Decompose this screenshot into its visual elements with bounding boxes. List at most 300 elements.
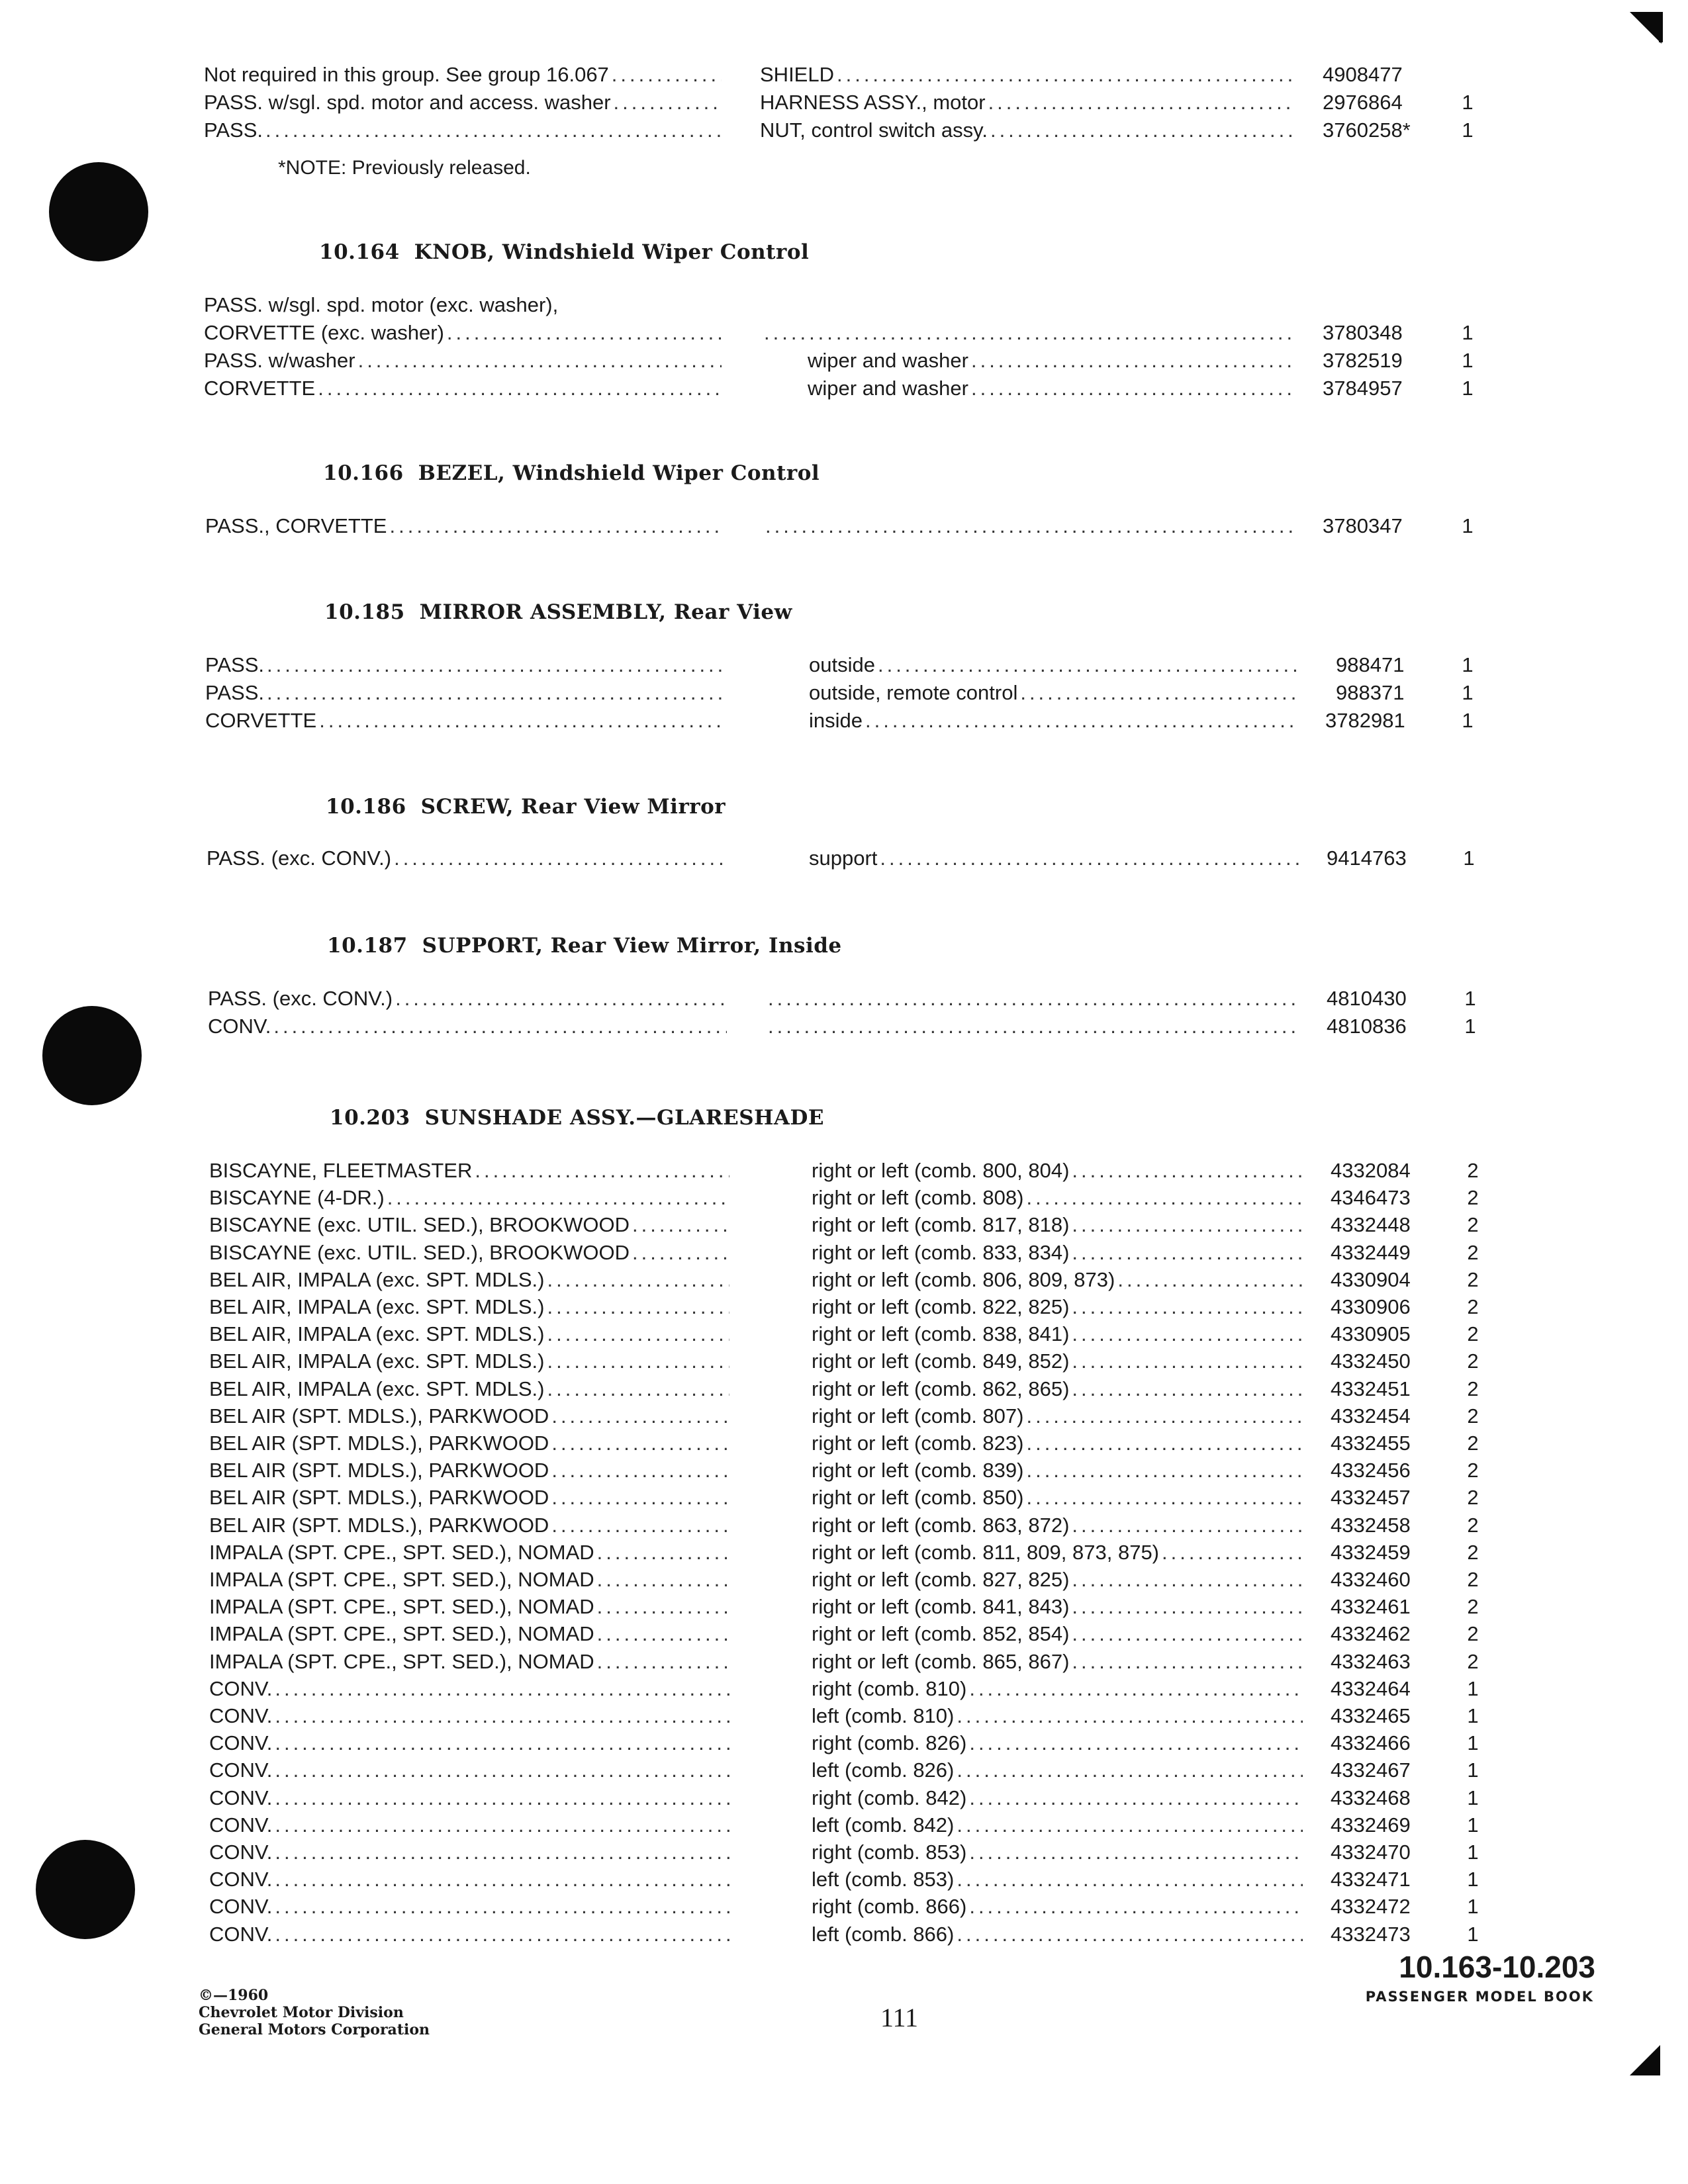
model-text: CONV. <box>209 1677 273 1700</box>
section-number: 10.166 <box>323 461 404 485</box>
description-text: right or left (comb. 806, 809, 873) <box>812 1268 1115 1291</box>
leader-dots <box>275 1839 729 1866</box>
quantity: 2 <box>1467 1650 1479 1673</box>
description-text: right or left (comb. 817, 818) <box>812 1213 1070 1236</box>
section-title: SUNSHADE ASSY.—GLARESHADE <box>424 1106 824 1130</box>
leader-dots <box>957 1702 1303 1730</box>
part-line <box>0 1648 1688 1676</box>
leader-dots <box>971 375 1296 402</box>
section-heading <box>327 932 842 960</box>
leader-dots <box>764 319 1296 347</box>
leader-dots <box>632 1239 729 1267</box>
part-line <box>0 347 1688 375</box>
description-text: wiper and washer <box>808 349 968 372</box>
model-text: PASS. <box>205 653 265 676</box>
leader-dots <box>547 1375 730 1403</box>
leader-dots <box>1117 1266 1303 1294</box>
quantity: 1 <box>1467 1731 1479 1754</box>
leader-dots <box>969 1729 1303 1757</box>
model-text: CONV. <box>208 1015 271 1038</box>
page-range: 10.163-10.203 <box>1399 1950 1595 1984</box>
part-line <box>0 1839 1688 1866</box>
part-line <box>0 1430 1688 1457</box>
part-line <box>0 1702 1688 1730</box>
model-text: CONV. <box>209 1923 273 1946</box>
model-text: CONV. <box>209 1841 273 1864</box>
leader-dots <box>1072 1593 1303 1621</box>
model-text: BISCAYNE (4-DR.) <box>209 1186 385 1209</box>
leader-dots <box>969 1839 1303 1866</box>
model-text: Not required in this group. See group 16.067 <box>204 63 609 86</box>
model-text: PASS., CORVETTE <box>205 514 387 537</box>
quantity: 2 <box>1467 1377 1479 1400</box>
part-line <box>0 1566 1688 1594</box>
part-number: 4332467 <box>1331 1758 1411 1782</box>
leader-dots <box>768 985 1300 1013</box>
copyright: ©—1960 <box>199 1987 269 2004</box>
leader-dots <box>969 1675 1303 1703</box>
leader-dots <box>547 1320 730 1348</box>
model-text: CONV. <box>209 1895 273 1918</box>
description-text: right (comb. 853) <box>812 1841 967 1864</box>
part-number: 4332466 <box>1331 1731 1411 1754</box>
part-number: 4346473 <box>1331 1186 1411 1209</box>
section-title: KNOB, Windshield Wiper Control <box>414 240 810 264</box>
description-text: left (comb. 826) <box>812 1758 955 1782</box>
part-line <box>0 651 1688 679</box>
part-line <box>0 1347 1688 1375</box>
leader-dots <box>1072 1157 1303 1185</box>
model-text: CORVETTE (exc. washer) <box>204 321 444 344</box>
part-line <box>0 1484 1688 1512</box>
part-number: 4332465 <box>1331 1704 1411 1727</box>
leader-dots <box>395 985 727 1013</box>
quantity: 1 <box>1467 1786 1479 1809</box>
section-number: 10.187 <box>327 934 408 958</box>
leader-dots <box>275 1756 729 1784</box>
leader-dots <box>1020 679 1297 707</box>
description-text: right or left (comb. 865, 867) <box>812 1650 1070 1673</box>
section-number: 10.186 <box>326 795 406 819</box>
model-text: BEL AIR (SPT. MDLS.), PARKWOOD <box>209 1404 549 1428</box>
description-text: SHIELD <box>760 63 834 86</box>
description-text: left (comb. 866) <box>812 1923 955 1946</box>
section-title: SCREW, Rear View Mirror <box>420 795 726 819</box>
model-text: CONV. <box>209 1704 273 1727</box>
quantity: 1 <box>1464 1015 1476 1038</box>
model-text: BEL AIR, IMPALA (exc. SPT. MDLS.) <box>209 1295 545 1318</box>
quantity: 1 <box>1462 118 1474 142</box>
section-number: 10.185 <box>324 600 405 624</box>
leader-dots <box>1072 1648 1303 1676</box>
quantity: 2 <box>1467 1595 1479 1618</box>
quantity: 2 <box>1467 1541 1479 1564</box>
book-name: PASSENGER MODEL BOOK <box>1365 1989 1594 2005</box>
part-number: 4810836 <box>1327 1015 1407 1038</box>
model-text: CONV. <box>209 1813 273 1837</box>
part-line <box>0 1866 1688 1893</box>
model-text: IMPALA (SPT. CPE., SPT. SED.), NOMAD <box>209 1650 594 1673</box>
model-text: PASS. <box>205 681 265 704</box>
part-number: 3784957 <box>1323 377 1403 400</box>
section-title: MIRROR ASSEMBLY, Rear View <box>419 600 792 624</box>
part-line <box>0 1811 1688 1839</box>
leader-dots <box>547 1293 730 1321</box>
leader-dots <box>1026 1402 1303 1430</box>
section-number: 10.203 <box>330 1106 410 1130</box>
description-text: right or left (comb. 838, 841) <box>812 1322 1070 1345</box>
model-text: CORVETTE <box>205 709 317 732</box>
part-line <box>0 319 1688 347</box>
quantity: 2 <box>1467 1514 1479 1537</box>
leader-dots <box>275 1811 729 1839</box>
description-text: right or left (comb. 808) <box>812 1186 1024 1209</box>
part-line <box>0 1921 1688 1948</box>
leader-dots <box>1026 1430 1303 1457</box>
leader-dots <box>547 1266 730 1294</box>
leader-dots <box>318 375 722 402</box>
leader-dots <box>1026 1457 1303 1484</box>
description-text: right or left (comb. 849, 852) <box>812 1349 1070 1373</box>
part-number: 4332472 <box>1331 1895 1411 1918</box>
model-text: BEL AIR (SPT. MDLS.), PARKWOOD <box>209 1514 549 1537</box>
model-text: BISCAYNE (exc. UTIL. SED.), BROOKWOOD <box>209 1241 630 1264</box>
part-number: 4332462 <box>1331 1622 1411 1645</box>
description-text: right or left (comb. 850) <box>812 1486 1024 1509</box>
part-number: 4332455 <box>1331 1432 1411 1455</box>
leader-dots <box>389 512 723 540</box>
leader-dots <box>394 844 726 872</box>
leader-dots <box>1072 1620 1303 1648</box>
part-number: 4332469 <box>1331 1813 1411 1837</box>
description-text: right or left (comb. 833, 834) <box>812 1241 1070 1264</box>
part-line <box>0 1157 1688 1185</box>
quantity: 1 <box>1462 681 1474 704</box>
leader-dots <box>612 61 722 89</box>
leader-dots <box>614 89 722 116</box>
part-line <box>0 1375 1688 1403</box>
leader-dots <box>632 1211 729 1239</box>
section-heading <box>324 598 792 626</box>
description-text: right or left (comb. 822, 825) <box>812 1295 1070 1318</box>
part-line <box>0 1756 1688 1784</box>
description-text: NUT, control switch assy. <box>760 118 988 142</box>
quantity: 2 <box>1467 1268 1479 1291</box>
description-text: wiper and washer <box>808 377 968 400</box>
leader-dots <box>1072 1211 1303 1239</box>
part-number: 4810430 <box>1327 987 1407 1010</box>
quantity: 2 <box>1467 1186 1479 1209</box>
leader-dots <box>551 1457 729 1484</box>
part-line <box>0 1675 1688 1703</box>
publisher-block <box>199 1987 430 2038</box>
leader-dots <box>275 1675 729 1703</box>
part-number: 4332468 <box>1331 1786 1411 1809</box>
part-line <box>0 1239 1688 1267</box>
part-line <box>0 512 1688 540</box>
part-line <box>0 679 1688 707</box>
leader-dots <box>551 1402 729 1430</box>
quantity: 1 <box>1467 1841 1479 1864</box>
part-line <box>0 1620 1688 1648</box>
leader-dots <box>1026 1484 1303 1512</box>
description-text: outside, remote control <box>809 681 1018 704</box>
part-number: 2976864 <box>1323 91 1403 114</box>
part-number: 4332471 <box>1331 1868 1411 1891</box>
footnote: *NOTE: Previously released. <box>278 157 531 179</box>
description-text: outside <box>809 653 875 676</box>
description-text: left (comb. 842) <box>812 1813 955 1837</box>
part-number: 3782519 <box>1323 349 1403 372</box>
leader-dots <box>768 1013 1300 1040</box>
quantity: 2 <box>1467 1295 1479 1318</box>
quantity: 1 <box>1467 1895 1479 1918</box>
model-text: BEL AIR, IMPALA (exc. SPT. MDLS.) <box>209 1268 545 1291</box>
model-text: BEL AIR (SPT. MDLS.), PARKWOOD <box>209 1459 549 1482</box>
section-heading <box>326 793 726 821</box>
quantity: 1 <box>1467 1813 1479 1837</box>
quantity: 2 <box>1467 1459 1479 1482</box>
part-number: 4332461 <box>1331 1595 1411 1618</box>
leader-dots <box>1162 1539 1303 1567</box>
part-line <box>0 1512 1688 1539</box>
leader-dots <box>273 1013 727 1040</box>
part-number: 9414763 <box>1327 846 1407 870</box>
part-number: 3782981 <box>1325 709 1405 732</box>
description-text: right (comb. 866) <box>812 1895 967 1918</box>
part-line <box>0 1266 1688 1294</box>
corporation-name: General Motors Corporation <box>199 2021 430 2038</box>
part-number: 4332456 <box>1331 1459 1411 1482</box>
leader-dots <box>275 1729 729 1757</box>
description-text: right or left (comb. 841, 843) <box>812 1595 1070 1618</box>
quantity: 1 <box>1462 653 1474 676</box>
description-text: right (comb. 842) <box>812 1786 967 1809</box>
quantity: 1 <box>1462 349 1474 372</box>
part-number: 4332457 <box>1331 1486 1411 1509</box>
leader-dots <box>267 679 724 707</box>
leader-dots <box>267 651 724 679</box>
binder-hole <box>49 162 148 261</box>
quantity: 1 <box>1462 321 1474 344</box>
leader-dots <box>551 1512 729 1539</box>
leader-dots <box>1072 1566 1303 1594</box>
part-line <box>0 89 1688 116</box>
model-text: CONV. <box>209 1758 273 1782</box>
quantity: 1 <box>1467 1704 1479 1727</box>
model-text: CONV. <box>209 1868 273 1891</box>
leader-dots <box>597 1593 729 1621</box>
description-text: right or left (comb. 800, 804) <box>812 1159 1070 1182</box>
quantity: 1 <box>1462 514 1474 537</box>
leader-dots <box>957 1756 1303 1784</box>
part-line <box>0 1593 1688 1621</box>
leader-dots <box>990 116 1296 144</box>
part-number: 3760258* <box>1323 118 1411 142</box>
part-number: 4332473 <box>1331 1923 1411 1946</box>
part-number: 4332451 <box>1331 1377 1411 1400</box>
part-line <box>0 707 1688 735</box>
description-text: left (comb. 853) <box>812 1868 955 1891</box>
description-text: left (comb. 810) <box>812 1704 955 1727</box>
leader-dots <box>475 1157 729 1185</box>
description-text: right or left (comb. 862, 865) <box>812 1377 1070 1400</box>
leader-dots <box>969 1893 1303 1921</box>
leader-dots <box>1072 1347 1303 1375</box>
part-line <box>0 985 1688 1013</box>
section-heading <box>330 1104 824 1132</box>
leader-dots <box>275 1784 729 1812</box>
part-number: 4332470 <box>1331 1841 1411 1864</box>
part-number: 4332454 <box>1331 1404 1411 1428</box>
part-number: 4330905 <box>1331 1322 1411 1345</box>
leader-dots <box>275 1893 729 1921</box>
leader-dots <box>1072 1239 1303 1267</box>
corner-mark <box>1659 12 1663 42</box>
leader-dots <box>551 1484 729 1512</box>
description-text: right or left (comb. 827, 825) <box>812 1568 1070 1591</box>
part-number: 988371 <box>1336 681 1405 704</box>
leader-dots <box>597 1620 729 1648</box>
page-number: 111 <box>880 2003 919 2032</box>
part-line <box>0 1402 1688 1430</box>
leader-dots <box>957 1811 1303 1839</box>
leader-dots <box>275 1921 729 1948</box>
part-number: 4908477 <box>1323 63 1403 86</box>
section-number: 10.164 <box>319 240 400 264</box>
corner-mark <box>1630 12 1662 44</box>
part-line <box>0 1320 1688 1348</box>
quantity: 1 <box>1467 1677 1479 1700</box>
leader-dots <box>275 1866 729 1893</box>
part-number: 4330906 <box>1331 1295 1411 1318</box>
part-line <box>0 61 1688 89</box>
leader-dots <box>1072 1320 1303 1348</box>
description-text: right or left (comb. 823) <box>812 1432 1024 1455</box>
description-text: support <box>809 846 878 870</box>
leader-dots <box>878 651 1297 679</box>
leader-dots <box>447 319 722 347</box>
part-number: 4332448 <box>1331 1213 1411 1236</box>
description-text: right (comb. 810) <box>812 1677 967 1700</box>
part-line <box>0 1784 1688 1812</box>
quantity: 1 <box>1467 1758 1479 1782</box>
leader-dots <box>547 1347 730 1375</box>
quantity: 2 <box>1467 1432 1479 1455</box>
leader-dots <box>969 1784 1303 1812</box>
part-number: 988471 <box>1336 653 1405 676</box>
model-text: BEL AIR, IMPALA (exc. SPT. MDLS.) <box>209 1349 545 1373</box>
leader-dots <box>765 512 1296 540</box>
quantity: 1 <box>1467 1868 1479 1891</box>
part-line <box>0 1457 1688 1484</box>
description-text: right or left (comb. 807) <box>812 1404 1024 1428</box>
part-number: 4332458 <box>1331 1514 1411 1537</box>
leader-dots <box>1026 1184 1303 1212</box>
model-text: BEL AIR (SPT. MDLS.), PARKWOOD <box>209 1432 549 1455</box>
part-line <box>0 1729 1688 1757</box>
description-text: right (comb. 826) <box>812 1731 967 1754</box>
quantity: 2 <box>1467 1349 1479 1373</box>
quantity: 2 <box>1467 1213 1479 1236</box>
model-text: BISCAYNE (exc. UTIL. SED.), BROOKWOOD <box>209 1213 630 1236</box>
model-text: PASS. w/sgl. spd. motor (exc. washer), <box>204 293 559 316</box>
part-line <box>0 375 1688 402</box>
leader-dots <box>551 1430 729 1457</box>
quantity: 1 <box>1462 709 1474 732</box>
leader-dots <box>358 347 722 375</box>
quantity: 2 <box>1467 1404 1479 1428</box>
part-line <box>0 1013 1688 1040</box>
leader-dots <box>597 1566 729 1594</box>
leader-dots <box>988 89 1296 116</box>
part-number: 3780347 <box>1323 514 1403 537</box>
model-text: PASS. w/washer <box>204 349 355 372</box>
section-title: BEZEL, Windshield Wiper Control <box>418 461 820 485</box>
leader-dots <box>865 707 1297 735</box>
part-line <box>0 1184 1688 1212</box>
leader-dots <box>1072 1375 1303 1403</box>
section-heading <box>319 238 809 266</box>
description-text: inside <box>809 709 863 732</box>
description-text: right or left (comb. 852, 854) <box>812 1622 1070 1645</box>
model-text: PASS. (exc. CONV.) <box>208 987 393 1010</box>
part-number: 4332084 <box>1331 1159 1411 1182</box>
quantity: 2 <box>1467 1159 1479 1182</box>
leader-dots <box>957 1866 1303 1893</box>
leader-dots <box>265 116 722 144</box>
part-number: 4332464 <box>1331 1677 1411 1700</box>
description-text: right or left (comb. 863, 872) <box>812 1514 1070 1537</box>
model-text: IMPALA (SPT. CPE., SPT. SED.), NOMAD <box>209 1595 594 1618</box>
leader-dots <box>387 1184 729 1212</box>
part-line <box>0 116 1688 144</box>
model-text: BEL AIR, IMPALA (exc. SPT. MDLS.) <box>209 1322 545 1345</box>
leader-dots <box>597 1648 729 1676</box>
quantity: 1 <box>1463 846 1475 870</box>
quantity: 1 <box>1464 987 1476 1010</box>
quantity: 2 <box>1467 1241 1479 1264</box>
model-text: PASS. <box>204 118 263 142</box>
section-title: SUPPORT, Rear View Mirror, Inside <box>422 934 842 958</box>
leader-dots <box>319 707 724 735</box>
description-text: HARNESS ASSY., motor <box>760 91 986 114</box>
leader-dots <box>880 844 1299 872</box>
model-text: IMPALA (SPT. CPE., SPT. SED.), NOMAD <box>209 1541 594 1564</box>
leader-dots <box>1072 1293 1303 1321</box>
quantity: 1 <box>1462 91 1474 114</box>
leader-dots <box>275 1702 729 1730</box>
quantity: 1 <box>1462 377 1474 400</box>
part-line <box>0 1293 1688 1321</box>
description-text: right or left (comb. 839) <box>812 1459 1024 1482</box>
part-number: 4332449 <box>1331 1241 1411 1264</box>
leader-dots <box>837 61 1296 89</box>
leader-dots <box>971 347 1296 375</box>
leader-dots <box>957 1921 1303 1948</box>
model-text: BEL AIR, IMPALA (exc. SPT. MDLS.) <box>209 1377 545 1400</box>
part-line <box>0 1893 1688 1921</box>
leader-dots <box>1072 1512 1303 1539</box>
model-text: IMPALA (SPT. CPE., SPT. SED.), NOMAD <box>209 1622 594 1645</box>
quantity: 2 <box>1467 1322 1479 1345</box>
part-number: 4332450 <box>1331 1349 1411 1373</box>
part-number: 4332459 <box>1331 1541 1411 1564</box>
part-line <box>0 844 1688 872</box>
part-line <box>0 1211 1688 1239</box>
model-text: BISCAYNE, FLEETMASTER <box>209 1159 473 1182</box>
quantity: 1 <box>1467 1923 1479 1946</box>
